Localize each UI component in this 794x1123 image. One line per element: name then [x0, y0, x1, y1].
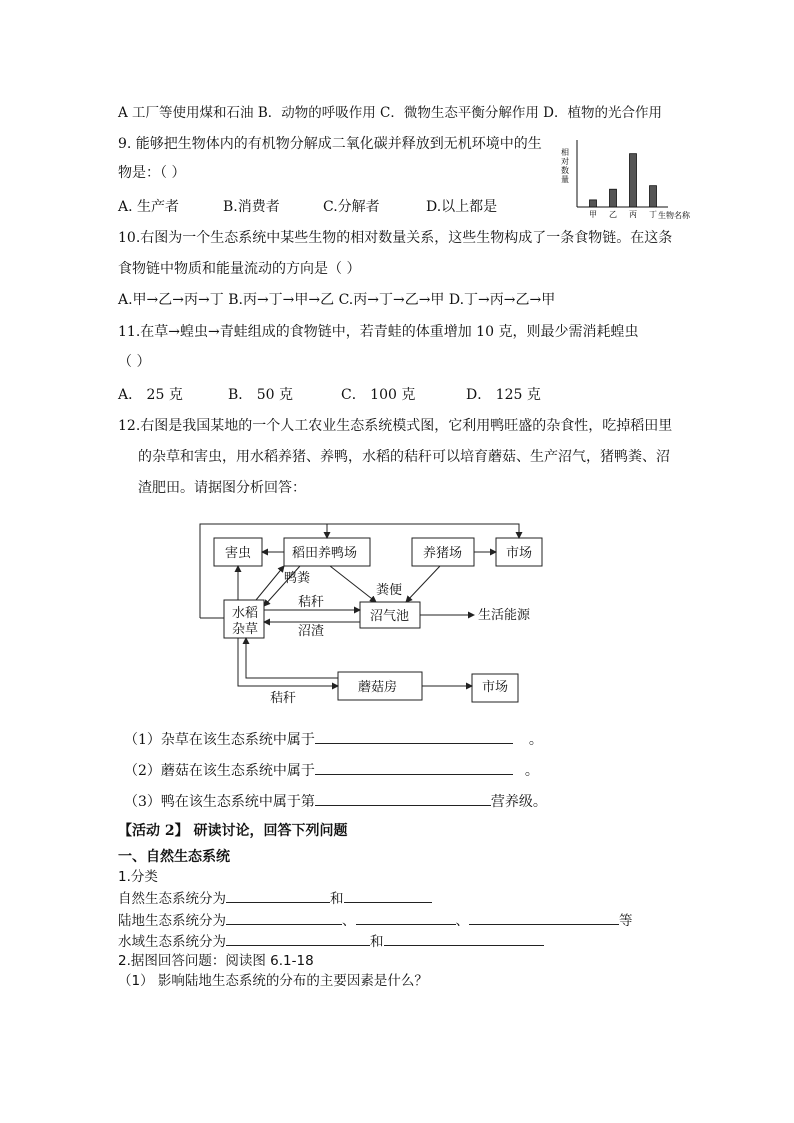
land-label: 陆地生态系统分为 — [118, 913, 226, 929]
q9-stem-line1: 9. 能够把生物体内的有机物分解成二氧化碳并释放到无机环境中的生 — [118, 136, 542, 152]
q10-stem-line1: 10.右图为一个生态系统中某些生物的相对数量关系，这些生物构成了一条食物链。在这条 — [118, 230, 673, 246]
arrow-rice-mushroom — [238, 638, 338, 686]
land-comma-1: 、 — [342, 913, 356, 929]
q11-option-d: D． 125 克 — [466, 387, 541, 403]
label-straw-1: 秸秆 — [298, 595, 325, 610]
relative-quantity-bar-chart — [560, 136, 705, 222]
q12-sub3-end: 营养级。 — [490, 794, 547, 810]
q12-sub3-blank[interactable] — [315, 791, 491, 806]
activity2-q1: （1） 影响陆地生态系统的分布的主要因素是什么？ — [118, 973, 428, 989]
q9-option-b: B.消费者 — [223, 199, 280, 215]
q8-options: A 工厂等使用煤和石油 B．动物的呼吸作用 C．微物生态平衡分解作用 D．植物的光合作用 — [118, 105, 662, 121]
q11-stem-line2: （ ） — [118, 354, 151, 370]
bar-0 — [590, 200, 597, 207]
activity2-title: 【活动 2】 研读讨论，回答下列问题 — [118, 823, 348, 839]
label-duck-dung: 鸭粪 — [284, 571, 311, 586]
q12-sub2-blank[interactable] — [315, 760, 513, 775]
natural-ecosystem-line — [118, 888, 432, 908]
water-ecosystem-line — [118, 931, 544, 951]
bar-1 — [610, 189, 617, 207]
q10-stem-line2: 食物链中物质和能量流动的方向是（ ） — [118, 261, 361, 277]
node-rice-line1: 水稻 — [232, 606, 259, 621]
natural-and: 和 — [330, 891, 344, 907]
label-dung: 粪便 — [376, 583, 403, 598]
q9-option-d: D.以上都是 — [426, 199, 498, 215]
bar-3 — [650, 186, 657, 207]
bar-2 — [630, 154, 637, 207]
land-comma-2: 、 — [455, 913, 469, 929]
natural-label: 自然生态系统分为 — [118, 891, 226, 907]
q11-option-b: B． 50 克 — [228, 387, 294, 403]
q12-sub1-blank[interactable] — [315, 729, 513, 744]
water-blank-2[interactable] — [384, 931, 544, 946]
node-pest: 害虫 — [225, 546, 252, 561]
node-mushroom: 蘑菇房 — [358, 680, 398, 695]
node-market-1: 市场 — [506, 546, 533, 561]
node-rice — [232, 605, 258, 621]
chart-x-label: 生物名称 — [658, 211, 690, 220]
natural-blank-1[interactable] — [226, 888, 330, 903]
bar-label-3: 丁 — [649, 210, 657, 219]
q12-sub1-end: 。 — [528, 732, 543, 748]
q12-sub1 — [124, 729, 543, 749]
q9-option-a: A. 生产者 — [118, 199, 180, 215]
q9-stem-line2: 物是：（ ） — [118, 165, 186, 181]
label-residue: 沼渣 — [298, 624, 325, 639]
water-blank-1[interactable] — [226, 931, 370, 946]
q12-stem-line3: 渣肥田。请据图分析回答： — [138, 480, 306, 496]
q9-option-c: C.分解者 — [323, 199, 380, 215]
arrow-mushroom-rice — [246, 638, 338, 678]
q11-option-a: A． 25 克 — [118, 387, 183, 403]
node-market-2: 市场 — [482, 680, 509, 695]
item-read-figure: 2.据图回答问题：阅读图 6.1-18 — [118, 953, 314, 969]
bar-label-2: 丙 — [629, 210, 637, 219]
bar-label-1: 乙 — [609, 210, 617, 219]
land-blank-1[interactable] — [226, 910, 342, 925]
node-pig: 养猪场 — [423, 546, 463, 561]
q12-sub1-text: （1）杂草在该生态系统中属于 — [124, 732, 315, 748]
label-straw-2: 秸秆 — [270, 691, 297, 706]
q12-sub2-text: （2）蘑菇在该生态系统中属于 — [124, 763, 315, 779]
q12-sub3-text: （3）鸭在该生态系统中属于第 — [124, 794, 315, 810]
q12-stem-line1: 12.右图是我国某地的一个人工农业生态系统模式图，它利用鸭旺盛的杂食性，吃掉稻田里 — [118, 418, 673, 434]
land-blank-2[interactable] — [356, 910, 456, 925]
q12-sub3 — [124, 791, 547, 811]
arrow-rice-paddy — [256, 566, 284, 600]
natural-blank-2[interactable] — [344, 888, 432, 903]
q12-sub2 — [124, 760, 539, 780]
section-natural-ecosystem: 一、自然生态系统 — [118, 849, 230, 865]
item-classification: 1.分类 — [118, 869, 158, 885]
bar-label-0: 甲 — [589, 210, 597, 219]
land-ecosystem-line — [118, 910, 633, 930]
node-paddy: 稻田养鸭场 — [292, 546, 358, 561]
q12-stem-line2: 的杂草和害虫，用水稻养猪、养鸭，水稻的秸秆可以培育蘑菇、生产沼气，猪鸭粪、沼 — [138, 449, 670, 465]
chart-y-label: 相对数量 — [560, 148, 570, 184]
water-and: 和 — [370, 934, 384, 950]
label-energy: 生活能源 — [478, 608, 531, 623]
arrow-paddy-biogas — [330, 566, 376, 602]
water-label: 水域生态系统分为 — [118, 934, 226, 950]
q12-sub2-end: 。 — [524, 763, 539, 779]
q11-option-c: C． 100 克 — [341, 387, 416, 403]
land-etc: 等 — [619, 913, 633, 929]
node-rice-line2-text: 杂草 — [232, 622, 259, 637]
node-biogas: 沼气池 — [370, 609, 410, 624]
q10-options: A.甲→乙→丙→丁 B.丙→丁→甲→乙 C.丙→丁→乙→甲 D.丁→丙→乙→甲 — [118, 292, 556, 308]
q11-stem-line1: 11.在草→蝗虫→青蛙组成的食物链中，若青蛙的体重增加 10 克，则最少需消耗蝗虫 — [118, 324, 639, 340]
land-blank-3[interactable] — [469, 910, 619, 925]
agricultural-ecosystem-diagram — [180, 518, 550, 708]
arrow-pig-biogas — [406, 566, 440, 602]
